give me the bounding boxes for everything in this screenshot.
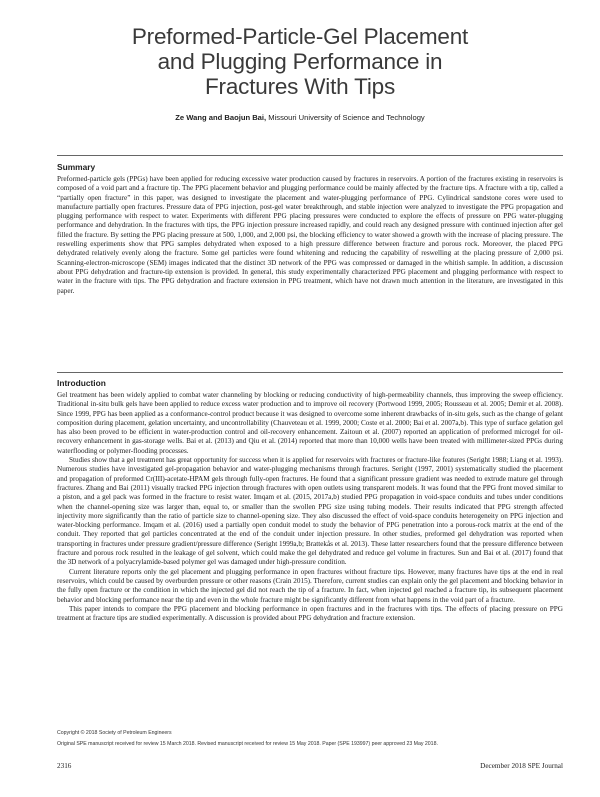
manuscript-history: Original SPE manuscript received for review 15 March 2018. Revised manuscript received for review 15 May 2018. Paper (SPE 193997) peer approved 23 May 2018. <box>57 741 438 747</box>
intro-paragraph-1: Gel treatment has been widely applied to combat water channeling by blocking or reducing conductivity of high-permeability channels, thus improving the sweep efficiency. Traditional in-situ bulk gels have been applied to reduce excess water production and to improve oil recovery (Portwood 1999, 2005; Rousseau et al. 2005; Demir et al. 2008). Since 1999, PPG has been applied as a conformance-control product because it was designed to overcome some inherent drawbacks of in-situ gels, such as the change of gelant composition during placement, gelation uncertainty, and uncontrollability (Chauveteau et al. 1999, 2000; Coste et al. 2000; Bai et al. 2007a,b). This type of surface gelation gel has also been proved to be efficient in water-production control and oil-recovery enhancement. Zaitoun et al. (2007) reported an application of preformed microgel for oil-recovery enhancement in gas-storage wells. Bai et al. (2013) and Qiu et al. (2014) reported that more than 10,000 wells have been treated with millimeter-sized PPGs during waterflooding or polymer-flooding processes. <box>57 391 563 455</box>
author-names: Ze Wang and Baojun Bai, <box>175 113 267 122</box>
title-line-3: Fractures With Tips <box>205 74 395 99</box>
summary-body <box>57 175 563 296</box>
introduction-body <box>57 391 563 623</box>
summary-divider <box>57 155 563 156</box>
intro-paragraph-4: This paper intends to compare the PPG placement and blocking performance in open fractures and in the fractures with tips. The effects of placing pressure on PPG treatment at fracture tips are studied experimentally. A discussion is provided about PPG dehydration and fracture extension. <box>57 604 563 623</box>
author-line <box>40 113 560 122</box>
intro-paragraph-2: Studies show that a gel treatment has great opportunity for success when it is applied for reservoirs with fractures or fracture-like features (Seright 1988; Liang et al. 1993). Numerous studies have investigated gel-propagation behavior and water-plugging mechanisms through fractures. Seright (1997, 2001) systematically studied the placement and propagation of preformed Cr(III)-acetate-HPAM gels through fully-open fractures. He found that a significant pressure gradient was needed to extrude mature gel through fractures. Zhang and Bai (2011) visually tracked PPG injection through fractures with open outlets using transparent models. It was found that the PPG front moved similar to a piston, and a gel pack was formed in the fracture to resist water. Imqam et al. (2015, 2017a,b) studied PPG propagation in void-space conduits and tubes under conditions when the channel-opening size was larger than, equal to, or smaller than the swollen PPG size using tubing models. Their results indicated that PPG strength affected injectivity more significantly than the ratio of particle size to channel-opening size. They also discussed the effect of void-space conduits heterogeneity on PPG injection and water-blocking performance. Imqam et al. (2016) used a partially open conduit model to study the behavior of PPG penetration into a porous-rock matrix at the end of the conduit. They reported that gel particles concentrated at the end of the conduit under injection pressure. In other studies, preformed gel dehydration was reported when transporting in fractures under pressure gradient/pressure difference (Seright 1999a,b; Brattekås et al. 2013). These latter researchers found that the pressure difference between fracture and porous rock resulted in the leakage of gel solvent, which could make the gel dehydrated and reduce gel volume in fractures. Sun and Bai et al. (2017) found that the 3D network of a polyacrylamide-based polymer gel was damaged under high-pressure condition. <box>57 456 563 567</box>
summary-heading: Summary <box>57 162 96 172</box>
introduction-divider <box>57 372 563 373</box>
footnotes <box>57 728 563 750</box>
page-number: 2316 <box>57 762 72 770</box>
introduction-heading: Introduction <box>57 378 106 388</box>
paper-title <box>60 24 540 99</box>
summary-paragraph: Preformed-particle gels (PPGs) have been applied for reducing excessive water production caused by fractures in reservoirs. A portion of the fractures existing in reservoirs is composed of a void part and a fracture tip. The PPG placement behavior and plugging performance could be mainly affected by the fracture tips. A fracture with a tip, called a “partially open fracture” in this paper, was designed to investigate the placement and water-plugging performance of PPG. Cylindrical sandstone cores were used to manufacture partially open fractures. Pressure data of PPG injection, post-gel water breakthrough, and stable injection were analyzed to investigate the PPG propagation and plugging performance with respect to water. Experiments with different PPG placing pressures were conducted to explore the effects of pressure on PPG water-plugging performance and dehydration. In the fractures with tips, the PPG injection pressure increased rapidly, and could reach any designed pressure with continued injection after gel filled the fracture. By setting the PPG placing pressure at 500, 1,000, and 2,000 psi, the blocking efficiency to water showed a growth with the increase of placing pressure. The reswelling experiments show that PPG samples dehydrated when exposed to a high pressure difference between fracture and porous rock. Moreover, the placed PPG dehydrated relatively evenly along the fracture. Some gel particles were found whitening and reducing the capability of reswelling at the placing pressure of 2,000 psi. Scanning-electron-microscope (SEM) images indicated that the distinct 3D network of the PPG was compressed or damaged in the whitish sample. In addition, a discussion about PPG dehydration and fracture-tip extension is provided. In general, this study experimentally characterized PPG placement and plugging performance with respect to water in the fracture with tips. The PPG dehydration and fracture extension in PPG treatment, which have not drawn much attention in the literature, are investigated in this paper. <box>57 175 563 295</box>
author-affiliation: Missouri University of Science and Technology <box>268 113 425 122</box>
title-line-1: Preformed-Particle-Gel Placement <box>131 24 469 49</box>
intro-paragraph-3: Current literature reports only the gel placement and plugging performance in open fractures without fracture tips. However, many fractures have tips at the end in real reservoirs, which could be caused by overburden pressure or other reasons (Crain 2015). Therefore, current studies can explain only the gel placement and blocking behavior in the fully open fracture or the condition in which the injected gel did not reach the tip of a fracture. In fact, when injected gel reached a fracture tip, its subsequent placement behavior and blocking performance near the tip and even in the whole fracture might be significantly different from what happens in the void part of a fracture. <box>57 567 563 604</box>
copyright-notice: Copyright © 2018 Society of Petroleum Engineers <box>57 730 172 736</box>
title-line-2: and Plugging Performance in <box>157 49 443 74</box>
journal-issue: December 2018 SPE Journal <box>480 762 563 770</box>
